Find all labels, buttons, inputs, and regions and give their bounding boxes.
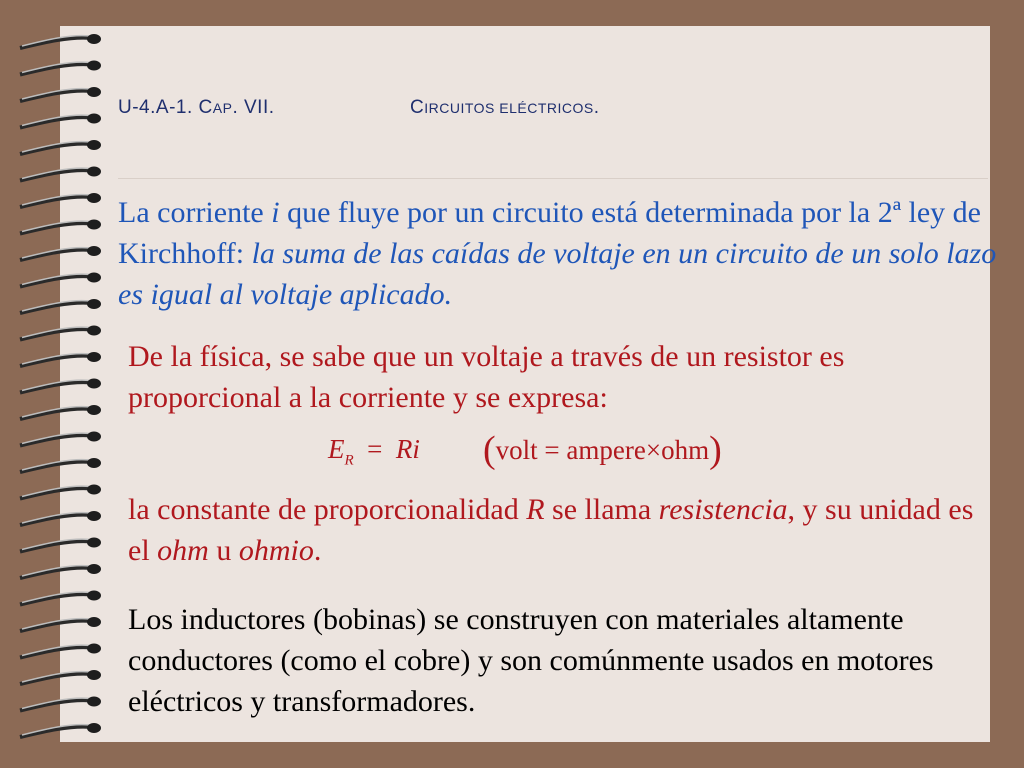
spiral-ring [20,91,92,101]
binding-hole [87,644,101,654]
binding-hole [87,87,101,97]
spiral-ring [20,515,92,525]
binding-hole [87,140,101,150]
spiral-ring [20,674,92,684]
spiral-ring [20,303,92,313]
binding-hole [87,697,101,707]
binding-hole [87,511,101,521]
chapter-label: U-4.A-1. CAP. VII. [118,97,275,118]
spiral-ring [20,117,92,127]
binding-hole [87,723,101,733]
resistance-paragraph: la constante de proporcionalidad R se llama resistencia, y su unidad es el ohm u ohmio. [128,493,974,567]
binding-hole [87,220,101,230]
spiral-ring [20,647,92,657]
binding-hole [87,564,101,574]
binding-hole [87,670,101,680]
units-equation: (volt = ampere×ohm) [483,429,722,471]
binding-hole [87,114,101,124]
divider [118,178,988,179]
spiral-ring [20,356,92,366]
binding-hole [87,432,101,442]
binding-hole [87,246,101,256]
spiral-ring [20,197,92,207]
spiral-ring [20,435,92,445]
spiral-ring [20,64,92,74]
spiral-ring [20,38,92,48]
resistor-paragraph: De la física, se sabe que un voltaje a través de un resistor es proporcional a la corriente y se expresa: [128,340,845,414]
spiral-ring [20,488,92,498]
binding-hole [87,405,101,415]
spiral-ring [20,568,92,578]
binding-hole [87,34,101,44]
inductors-paragraph: Los inductores (bobinas) se construyen con materiales altamente conductores (como el cobre) y son comúnmente usados en motores eléctricos y transformadores. [128,603,934,718]
binding-hole [87,458,101,468]
spiral-ring [20,144,92,154]
kirchhoff-paragraph: La corriente i que fluye por un circuito está determinada por la 2ª ley de Kirchhoff: la suma de las caídas de voltaje en un circuito de un solo lazo es igual al voltaje aplicado. [118,196,997,311]
binding-hole [87,352,101,362]
spiral-binding-icon [0,0,110,768]
binding-hole [87,61,101,71]
binding-hole [87,617,101,627]
spiral-ring [20,727,92,737]
chapter-title: CIRCUITOS ELÉCTRICOS. [410,97,600,118]
spiral-ring [20,223,92,233]
binding-hole [87,485,101,495]
binding-hole [87,379,101,389]
spiral-ring [20,382,92,392]
spiral-ring [20,250,92,260]
binding-hole [87,538,101,548]
spiral-ring [20,621,92,631]
binding-hole [87,299,101,309]
ohms-law-equation: $E_R = Ri$ [328,434,420,469]
spiral-ring [20,594,92,604]
spiral-ring [20,409,92,419]
binding-hole [87,273,101,283]
binding-hole [87,326,101,336]
spiral-ring [20,541,92,551]
spiral-ring [20,462,92,472]
binding-hole [87,591,101,601]
binding-hole [87,167,101,177]
spiral-ring [20,329,92,339]
spiral-ring [20,700,92,710]
spiral-ring [20,170,92,180]
binding-hole [87,193,101,203]
spiral-ring [20,276,92,286]
